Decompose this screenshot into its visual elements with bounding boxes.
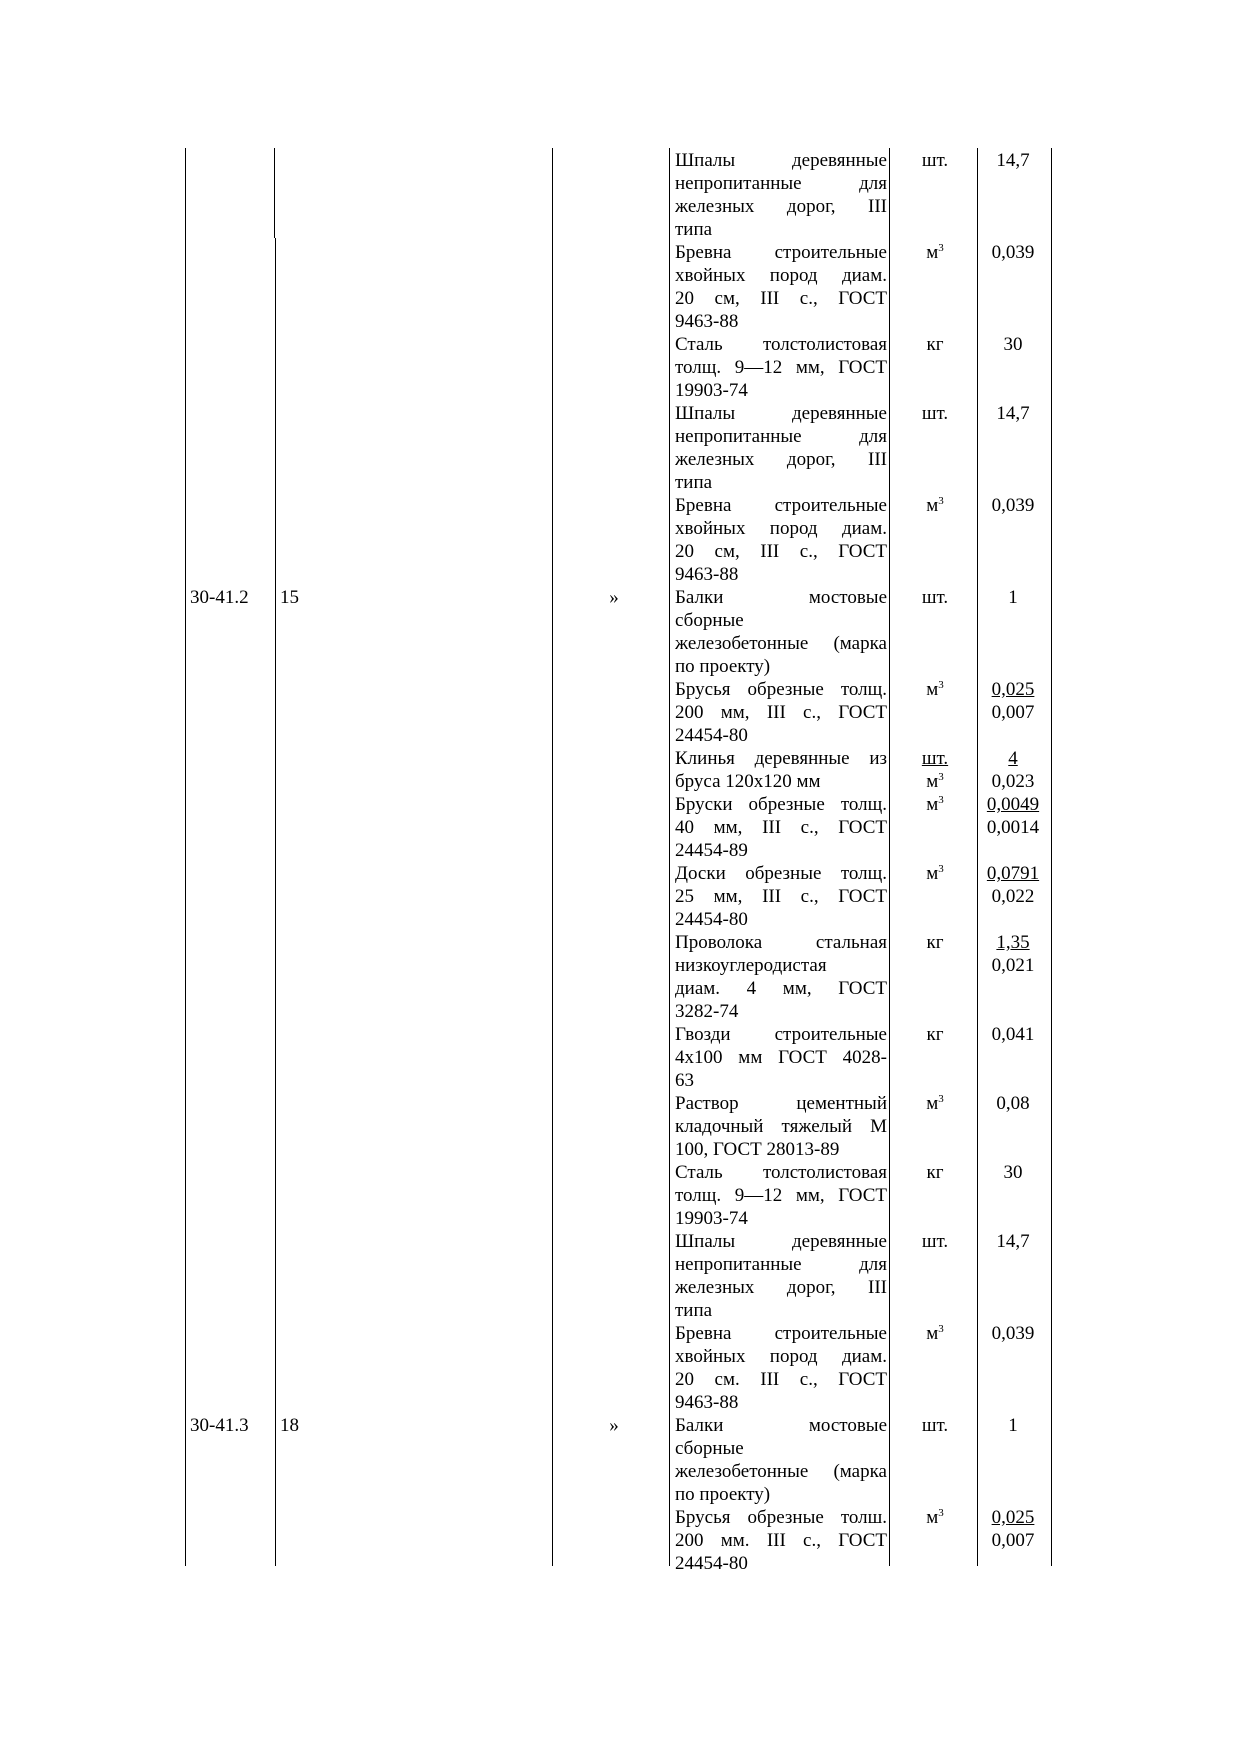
description-line: железных дорог, III [675, 196, 887, 217]
description-line: 24454-80 [675, 1553, 748, 1574]
unit-value: шт. [921, 748, 949, 769]
quantity-value: 0,025 [991, 679, 1035, 700]
row-description [675, 678, 887, 747]
description-line: 9463-88 [675, 311, 739, 332]
table-column-divider-unit [977, 148, 978, 1566]
unit-value: $м^3$ [926, 863, 944, 884]
row-quantity [982, 747, 1044, 793]
description-line: непропитанные для [675, 426, 887, 447]
row-quantity [982, 793, 1044, 839]
unit-value: кг [926, 334, 944, 355]
row-number: 15 [280, 587, 299, 608]
row-description [675, 586, 887, 678]
quantity-value: 0,007 [991, 702, 1035, 723]
quantity-value: 30 [1003, 1162, 1023, 1183]
unit-value: $м^3$ [926, 794, 944, 815]
row-quantity [982, 678, 1044, 724]
description-line: хвойных пород диам. [675, 518, 887, 539]
description-line: Проволока стальная [675, 932, 887, 953]
quantity-value: 14,7 [996, 150, 1030, 171]
row-quantity [982, 494, 1044, 517]
table-column-divider-desc [889, 148, 890, 1566]
quantity-value: 14,7 [996, 1231, 1030, 1252]
description-line: толщ. 9—12 мм, ГОСТ [675, 1185, 887, 1206]
row-unit [900, 586, 970, 609]
quantity-value: 0,08 [996, 1093, 1030, 1114]
unit-value: $м^3$ [926, 1507, 944, 1528]
description-line: Бревна строительные [675, 1323, 887, 1344]
row-quantity [982, 931, 1044, 977]
row-unit [900, 1023, 970, 1046]
row-unit [900, 149, 970, 172]
unit-value: $м^3$ [926, 679, 944, 700]
row-quantity [982, 1161, 1044, 1184]
row-description [675, 931, 887, 1023]
unit-value: $м^3$ [926, 495, 944, 516]
row-unit [900, 241, 970, 264]
description-line: Балки мостовые [675, 1415, 887, 1436]
description-line: 4x100 мм ГОСТ 4028- [675, 1047, 887, 1068]
description-line: Шпалы деревянные [675, 403, 887, 424]
unit-value: шт. [921, 587, 949, 608]
description-line: Балки мостовые [675, 587, 887, 608]
row-quantity [982, 1414, 1044, 1437]
quantity-value: 0,0791 [986, 863, 1040, 884]
description-line: непропитанные для [675, 173, 887, 194]
description-line: 100, ГОСТ 28013-89 [675, 1139, 840, 1160]
row-unit [900, 793, 970, 816]
quantity-value: 0,039 [991, 1323, 1035, 1344]
table-border-left [185, 148, 186, 1566]
description-line: 19903-74 [675, 1208, 748, 1229]
row-code: 30-41.2 [190, 587, 249, 608]
row-description [675, 1414, 887, 1506]
table-column-divider-mark [669, 148, 670, 1566]
quantity-value: 0,0014 [986, 817, 1040, 838]
description-line: Сталь толстолистовая [675, 334, 887, 355]
unit-value: $м^3$ [926, 771, 944, 792]
row-description [675, 1161, 887, 1230]
unit-value: $м^3$ [926, 1093, 944, 1114]
description-line: типа [675, 219, 713, 240]
quantity-value: 1 [1008, 587, 1018, 608]
unit-value: кг [926, 1162, 944, 1183]
unit-value: кг [926, 932, 944, 953]
row-description [675, 241, 887, 333]
description-line: кладочный тяжелый М [675, 1116, 887, 1137]
description-line: 200 мм. III с., ГОСТ [675, 1530, 887, 1551]
quantity-value: 0,007 [991, 1530, 1035, 1551]
quantity-value: 30 [1003, 334, 1023, 355]
row-description [675, 402, 887, 494]
description-line: Раствор цементный [675, 1093, 887, 1114]
unit-value: $м^3$ [926, 1323, 944, 1344]
row-quantity [982, 1092, 1044, 1115]
description-line: 24454-89 [675, 840, 748, 861]
description-line: Гвозди строительные [675, 1024, 887, 1045]
description-line: Бревна строительные [675, 242, 887, 263]
row-description [675, 494, 887, 586]
description-line: низкоуглеродистая [675, 955, 827, 976]
row-quantity [982, 1506, 1044, 1552]
row-ditto-mark: » [609, 587, 619, 608]
quantity-value: 0,021 [991, 955, 1035, 976]
row-description [675, 333, 887, 402]
description-line: 19903-74 [675, 380, 748, 401]
description-line: хвойных пород диам. [675, 1346, 887, 1367]
unit-value: кг [926, 1024, 944, 1045]
row-code: 30-41.3 [190, 1415, 249, 1436]
description-line: толщ. 9—12 мм, ГОСТ [675, 357, 887, 378]
row-unit [900, 494, 970, 517]
row-description [675, 149, 887, 241]
row-number: 18 [280, 1415, 299, 1436]
quantity-value: 0,039 [991, 495, 1035, 516]
row-unit [900, 333, 970, 356]
row-description [675, 1322, 887, 1414]
unit-value: $м^3$ [926, 242, 944, 263]
quantity-value: 0,025 [991, 1507, 1035, 1528]
row-unit [900, 747, 970, 793]
table-column-divider-code [275, 238, 276, 1566]
description-line: 63 [675, 1070, 694, 1091]
description-line: 20 см, III с., ГОСТ [675, 288, 887, 309]
description-line: 3282-74 [675, 1001, 739, 1022]
description-line: Бруски обрезные толщ. [675, 794, 887, 815]
description-line: Сталь толстолистовая [675, 1162, 887, 1183]
row-quantity [982, 333, 1044, 356]
row-quantity [982, 241, 1044, 264]
row-unit [900, 1506, 970, 1529]
unit-value: шт. [921, 1415, 949, 1436]
description-line: Клинья деревянные из [675, 748, 887, 769]
description-line: сборные [675, 1438, 744, 1459]
description-line: бруса 120x120 мм [675, 771, 821, 792]
quantity-value: 0,0049 [986, 794, 1040, 815]
row-quantity [982, 586, 1044, 609]
row-description [675, 1023, 887, 1092]
description-line: 40 мм, III с., ГОСТ [675, 817, 887, 838]
row-quantity [982, 1322, 1044, 1345]
row-description [675, 1506, 887, 1575]
description-line: сборные [675, 610, 744, 631]
quantity-value: 0,041 [991, 1024, 1035, 1045]
description-line: по проекту) [675, 656, 771, 677]
unit-value: шт. [921, 1231, 949, 1252]
row-unit [900, 1230, 970, 1253]
description-line: 9463-88 [675, 1392, 739, 1413]
description-line: диам. 4 мм, ГОСТ [675, 978, 887, 999]
row-description [675, 1230, 887, 1322]
row-description [675, 747, 887, 793]
quantity-value: 14,7 [996, 403, 1030, 424]
description-line: Шпалы деревянные [675, 1231, 887, 1252]
quantity-value: 1,35 [996, 932, 1030, 953]
row-unit [900, 931, 970, 954]
row-quantity [982, 149, 1044, 172]
description-line: 20 см. III с., ГОСТ [675, 1369, 887, 1390]
quantity-value: 0,022 [991, 886, 1035, 907]
description-line: Шпалы деревянные [675, 150, 887, 171]
table-column-divider-num [552, 148, 553, 1566]
row-quantity [982, 402, 1044, 425]
description-line: Брусья обрезные толщ. [675, 679, 887, 700]
description-line: 20 см, III с., ГОСТ [675, 541, 887, 562]
description-line: типа [675, 472, 713, 493]
description-line: 24454-80 [675, 909, 748, 930]
row-unit [900, 1092, 970, 1115]
row-unit [900, 1414, 970, 1437]
row-description [675, 862, 887, 931]
row-unit [900, 862, 970, 885]
row-description [675, 1092, 887, 1161]
description-line: по проекту) [675, 1484, 771, 1505]
description-line: 24454-80 [675, 725, 748, 746]
quantity-value: 1 [1008, 1415, 1018, 1436]
description-line: железных дорог, III [675, 1277, 887, 1298]
row-description [675, 793, 887, 862]
row-quantity [982, 862, 1044, 908]
quantity-value: 0,039 [991, 242, 1035, 263]
row-quantity [982, 1230, 1044, 1253]
unit-value: шт. [921, 403, 949, 424]
table-border-right [1051, 148, 1052, 1566]
description-line: типа [675, 1300, 713, 1321]
row-unit [900, 402, 970, 425]
description-line: хвойных пород диам. [675, 265, 887, 286]
quantity-value: 4 [1008, 748, 1018, 769]
description-line: 9463-88 [675, 564, 739, 585]
description-line: 200 мм, III с., ГОСТ [675, 702, 887, 723]
row-ditto-mark: » [609, 1415, 619, 1436]
description-line: 25 мм, III с., ГОСТ [675, 886, 887, 907]
description-line: железобетонные (марка [675, 1461, 887, 1482]
row-unit [900, 678, 970, 701]
quantity-value: 0,023 [991, 771, 1035, 792]
unit-value: шт. [921, 150, 949, 171]
row-quantity [982, 1023, 1044, 1046]
description-line: железобетонные (марка [675, 633, 887, 654]
description-line: Доски обрезные толщ. [675, 863, 887, 884]
row-unit [900, 1322, 970, 1345]
row-unit [900, 1161, 970, 1184]
description-line: железных дорог, III [675, 449, 887, 470]
description-line: Бревна строительные [675, 495, 887, 516]
description-line: Брусья обрезные толш. [675, 1507, 887, 1528]
description-line: непропитанные для [675, 1254, 887, 1275]
table-column-divider-code [274, 148, 275, 238]
